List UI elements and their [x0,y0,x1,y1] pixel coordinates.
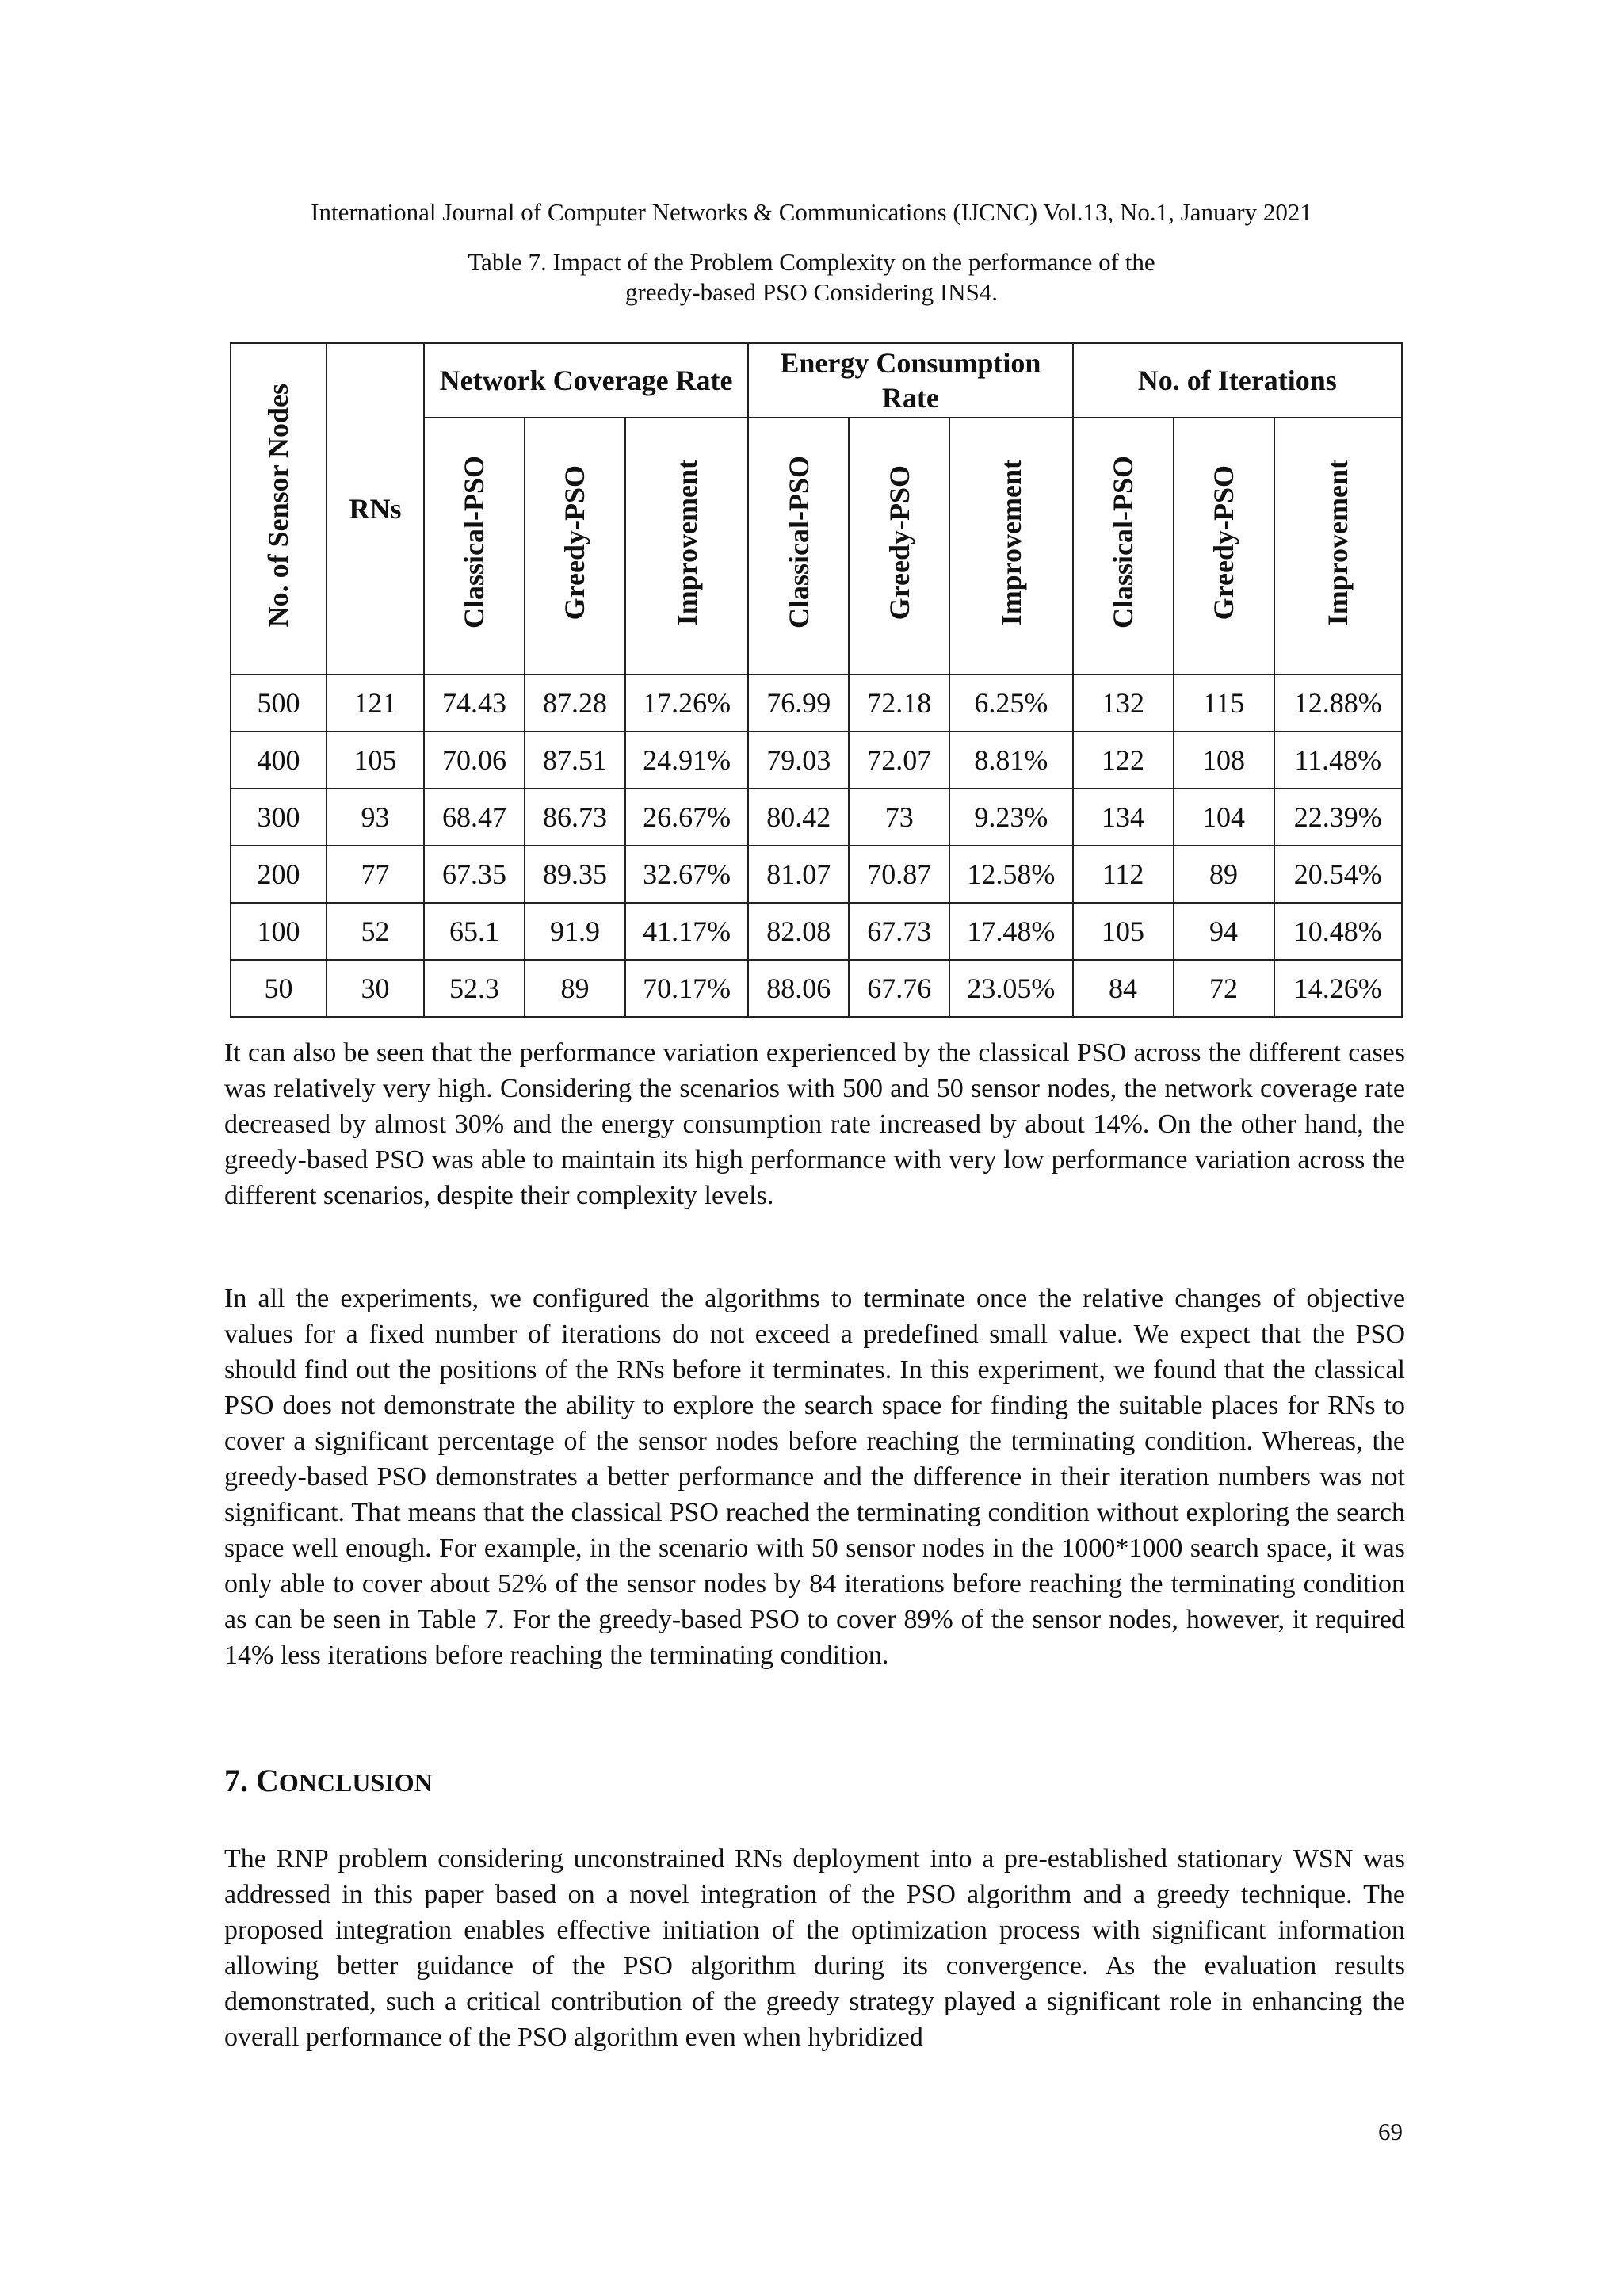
table-row [231,789,1402,846]
table-cell: 52 [327,903,424,960]
table-cell: 77 [327,846,424,903]
table-cell: 112 [1073,846,1174,903]
table-cell: 89.35 [525,846,625,903]
table-row [231,960,1402,1017]
table-cell: 72 [1174,960,1274,1017]
table-cell: 10.48% [1274,903,1402,960]
subheader-label: Classical-PSO [1107,456,1140,629]
table-cell: 73 [849,789,949,846]
table-cell: 26.67% [625,789,748,846]
table-cell: 24.91% [625,732,748,789]
table-cell: 17.48% [949,903,1072,960]
table-cell: 115 [1174,674,1274,732]
table-cell: 100 [231,903,327,960]
table-cell: 32.67% [625,846,748,903]
paragraph-experiments: In all the experiments, we configured the algorithms to terminate once the relative changes of objective values for a fixed number of iterations do not exceed a predefined small value. We expect that the PSO should find out the positions of the RNs before it terminates. In this experiment, we found that the classical PSO does not demonstrate the ability to explore the search space for finding the suitable places for RNs to cover a significant percentage of the sensor nodes before reaching the terminating condition. Whereas, the greedy-based PSO demonstrates a better performance and the difference in their iteration numbers was not significant. That means that the classical PSO reached the terminating condition without exploring the search space well enough. For example, in the scenario with 50 sensor nodes in the 1000*1000 search space, it was only able to cover about 52% of the sensor nodes by 84 iterations before reaching the terminating condition as can be seen in Table 7. For the greedy-based PSO to cover 89% of the sensor nodes, however, it required 14% less iterations before reaching the terminating condition. [224,1284,1405,1670]
table-cell: 500 [231,674,327,732]
table-cell: 12.88% [1274,674,1402,732]
table-cell: 14.26% [1274,960,1402,1017]
table-cell: 105 [1073,903,1174,960]
table-cell: 86.73 [525,789,625,846]
table-caption-line2: greedy-based PSO Considering INS4. [624,278,999,306]
table-cell: 300 [231,789,327,846]
table-cell: 8.81% [949,732,1072,789]
table-cell: 81.07 [748,846,849,903]
subheader-cell [1174,418,1274,674]
table-cell: 68.47 [424,789,525,846]
subheader-cell [849,418,949,674]
subheader-label: Improvement [1322,459,1354,626]
table-cell: 91.9 [525,903,625,960]
table-cell: 23.05% [949,960,1072,1017]
table-cell: 52.3 [424,960,525,1017]
subheader-cell [748,418,849,674]
table-cell: 108 [1174,732,1274,789]
header-sensor-nodes [231,343,327,674]
table-cell: 11.48% [1274,732,1402,789]
table-cell: 70.06 [424,732,525,789]
table-cell: 134 [1073,789,1174,846]
subheader-label: Greedy-PSO [559,464,591,621]
table-cell: 121 [327,674,424,732]
table-cell: 84 [1073,960,1174,1017]
subheader-cell [525,418,625,674]
subheader-cell [1073,418,1174,674]
table-cell: 67.35 [424,846,525,903]
table-cell: 200 [231,846,327,903]
header-sensor-nodes-label: No. of Sensor Nodes [262,383,295,628]
subheader-label: Improvement [995,459,1027,626]
table-cell: 50 [231,960,327,1017]
header-group-iterations: No. of Iterations [1073,343,1402,418]
table-cell: 65.1 [424,903,525,960]
subheader-label: Classical-PSO [782,456,815,629]
table-cell: 87.51 [525,732,625,789]
table-cell: 70.87 [849,846,949,903]
section-heading-conclusion [224,1761,433,1802]
table-cell: 72.18 [849,674,949,732]
table-row [231,846,1402,903]
table-cell: 74.43 [424,674,525,732]
subheader-cell [949,418,1072,674]
table-cell: 6.25% [949,674,1072,732]
section-title-initial: C [256,1763,279,1798]
paragraph-conclusion: The RNP problem considering unconstrained RNs deployment into a pre-established stationary WSN was addressed in this paper based on a novel integration of the PSO algorithm and a greedy technique. The proposed integration enables effective initiation of the optimization process with significant information allowing better guidance of the PSO algorithm during its convergence. As the evaluation results demonstrated, such a critical contribution of the greedy strategy played a significant role in enhancing the overall performance of the PSO algorithm even when hybridized [224,1844,1405,2052]
subheader-label: Greedy-PSO [883,464,915,621]
running-header: International Journal of Computer Networks & Communications (IJCNC) Vol.13, No.1, January 2021 [311,198,1312,226]
table-cell: 79.03 [748,732,849,789]
table-cell: 400 [231,732,327,789]
table-cell: 87.28 [525,674,625,732]
table-cell: 67.76 [849,960,949,1017]
table-cell: 12.58% [949,846,1072,903]
table-cell: 70.17% [625,960,748,1017]
table-row [231,732,1402,789]
subheader-label: Classical-PSO [458,456,491,629]
table-cell: 94 [1174,903,1274,960]
table-cell: 9.23% [949,789,1072,846]
table-cell: 22.39% [1274,789,1402,846]
table-row [231,674,1402,732]
table-cell: 72.07 [849,732,949,789]
subheader-cell [424,418,525,674]
table-cell: 20.54% [1274,846,1402,903]
table-cell: 80.42 [748,789,849,846]
subheader-cell [625,418,748,674]
table-cell: 93 [327,789,424,846]
header-group-coverage: Network Coverage Rate [424,343,748,418]
section-title-rest: ONCLUSION [278,1768,433,1797]
results-table [230,342,1403,1018]
table-cell: 82.08 [748,903,849,960]
table-cell: 89 [525,960,625,1017]
table-cell: 88.06 [748,960,849,1017]
section-number: 7. [224,1763,248,1798]
table-cell: 67.73 [849,903,949,960]
table-caption [336,247,1287,308]
page-number: 69 [1378,2118,1403,2145]
table-cell: 17.26% [625,674,748,732]
table-cell: 132 [1073,674,1174,732]
table-cell: 104 [1174,789,1274,846]
table-cell: 105 [327,732,424,789]
table-cell: 41.17% [625,903,748,960]
table-cell: 76.99 [748,674,849,732]
subheader-label: Improvement [670,459,703,626]
table-cell: 122 [1073,732,1174,789]
table-cell: 89 [1174,846,1274,903]
subheader-cell [1274,418,1402,674]
subheader-label: Greedy-PSO [1208,464,1240,621]
header-rns: RNs [327,343,424,674]
header-group-energy: Energy Consumption Rate [748,343,1072,418]
table-cell: 30 [327,960,424,1017]
table-caption-line1: Table 7. Impact of the Problem Complexity on the performance of the [468,248,1155,276]
paragraph-performance-variation: It can also be seen that the performance variation experienced by the classical PSO across the different cases was relatively very high. Considering the scenarios with 500 and 50 sensor nodes, the network coverage rate decreased by almost 30% and the energy consumption rate increased by about 14%. On the other hand, the greedy-based PSO was able to maintain its high performance with very low performance variation across the different scenarios, despite their complexity levels. [224,1038,1405,1210]
table-row [231,903,1402,960]
